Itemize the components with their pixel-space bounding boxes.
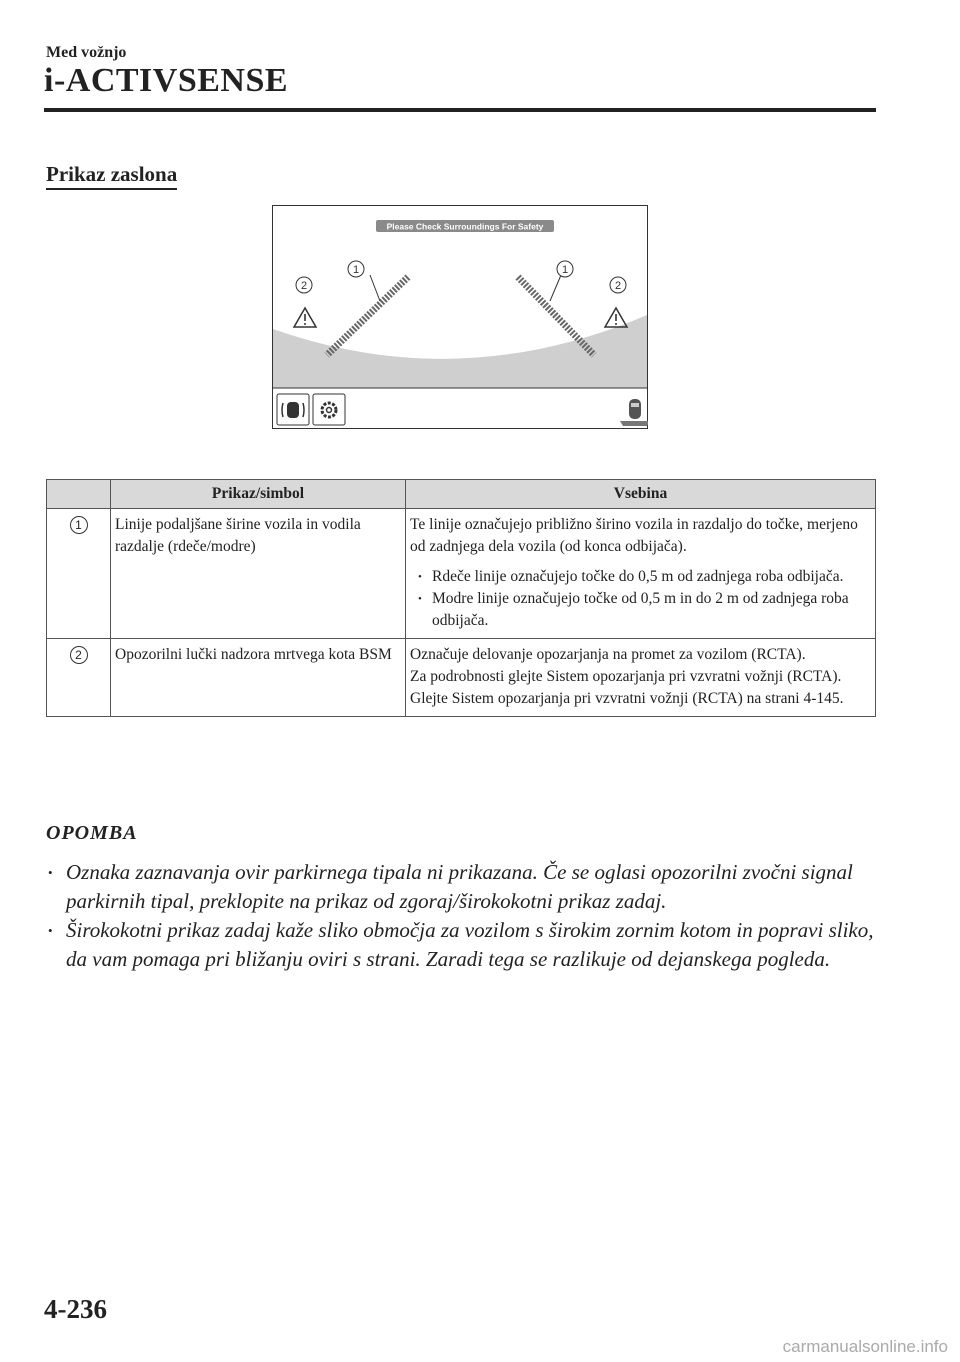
note-item: • Oznaka zaznavanja ovir parkirnega tipala ni prikazana. Če se oglasi opozorilni zvočni signal parkirnih tipal, preklopite na prikaz od zgoraj/širokokotni prikaz zadaj. xyxy=(46,858,886,916)
callout-2-right: 2 xyxy=(614,280,622,292)
callout-1-left: 1 xyxy=(352,264,360,276)
watermark: carmanualsonline.info xyxy=(782,1337,948,1356)
chapter-title: i-ACTIVSENSE xyxy=(44,62,289,99)
content-cell xyxy=(406,639,876,717)
gear-icon xyxy=(313,394,345,425)
list-item: • Rdeče linije označujejo točke do 0,5 m od zadnjega roba odbijača. xyxy=(410,566,871,588)
symbol-cell: Linije podaljšane širine vozila in vodila razdalje (rdeče/modre) xyxy=(111,509,406,639)
content-text: Te linije označujejo približno širino vozila in razdaljo do točke, merjeno od zadnjega dela vozila (od konca odbijača). xyxy=(410,516,858,555)
content-line: Označuje delovanje opozarjanja na promet za vozilom (RCTA). xyxy=(410,646,806,663)
row-number: 2 xyxy=(70,646,88,664)
content-cell xyxy=(406,509,876,639)
banner-text: Please Check Surroundings For Safety xyxy=(386,221,544,232)
content-line: Glejte Sistem opozarjanja pri vzvratni vožnji (RCTA) na strani 4-145. xyxy=(410,690,844,707)
table-header: Vsebina xyxy=(406,480,876,509)
callout-1-right: 1 xyxy=(561,264,569,276)
note-item: • Širokokotni prikaz zadaj kaže sliko območja za vozilom s širokim zornim kotom in popravi sliko, da vam pomaga pri bližanju oviri s strani. Zaradi tega se razlikuje od dejanskega pogleda. xyxy=(46,916,886,974)
table-row xyxy=(47,639,876,717)
page-number: 4-236 xyxy=(44,1294,107,1324)
callout-2-left: 2 xyxy=(300,280,308,292)
content-line: Za podrobnosti glejte Sistem opozarjanja pri vzvratni vožnji (RCTA). xyxy=(410,668,842,685)
list-item: • Modre linije označujejo točke od 0,5 m in do 2 m od zadnjega roba odbijača. xyxy=(410,588,871,632)
symbol-cell: Opozorilni lučki nadzora mrtvega kota BSM xyxy=(111,639,406,717)
row-number: 1 xyxy=(70,516,88,534)
banner xyxy=(376,220,554,232)
note-list xyxy=(46,858,886,974)
table-header xyxy=(47,480,111,509)
section-label: Med vožnjo xyxy=(46,44,127,61)
table-header-row xyxy=(47,480,876,509)
rear-camera-screen-illustration xyxy=(272,205,648,429)
view-switch-icon xyxy=(277,394,309,425)
table-row xyxy=(47,509,876,639)
sub-heading: Prikaz zaslona xyxy=(46,162,177,190)
table-header: Prikaz/simbol xyxy=(111,480,406,509)
info-table xyxy=(46,479,876,717)
note-title: OPOMBA xyxy=(46,822,138,844)
header-rule xyxy=(44,108,876,112)
